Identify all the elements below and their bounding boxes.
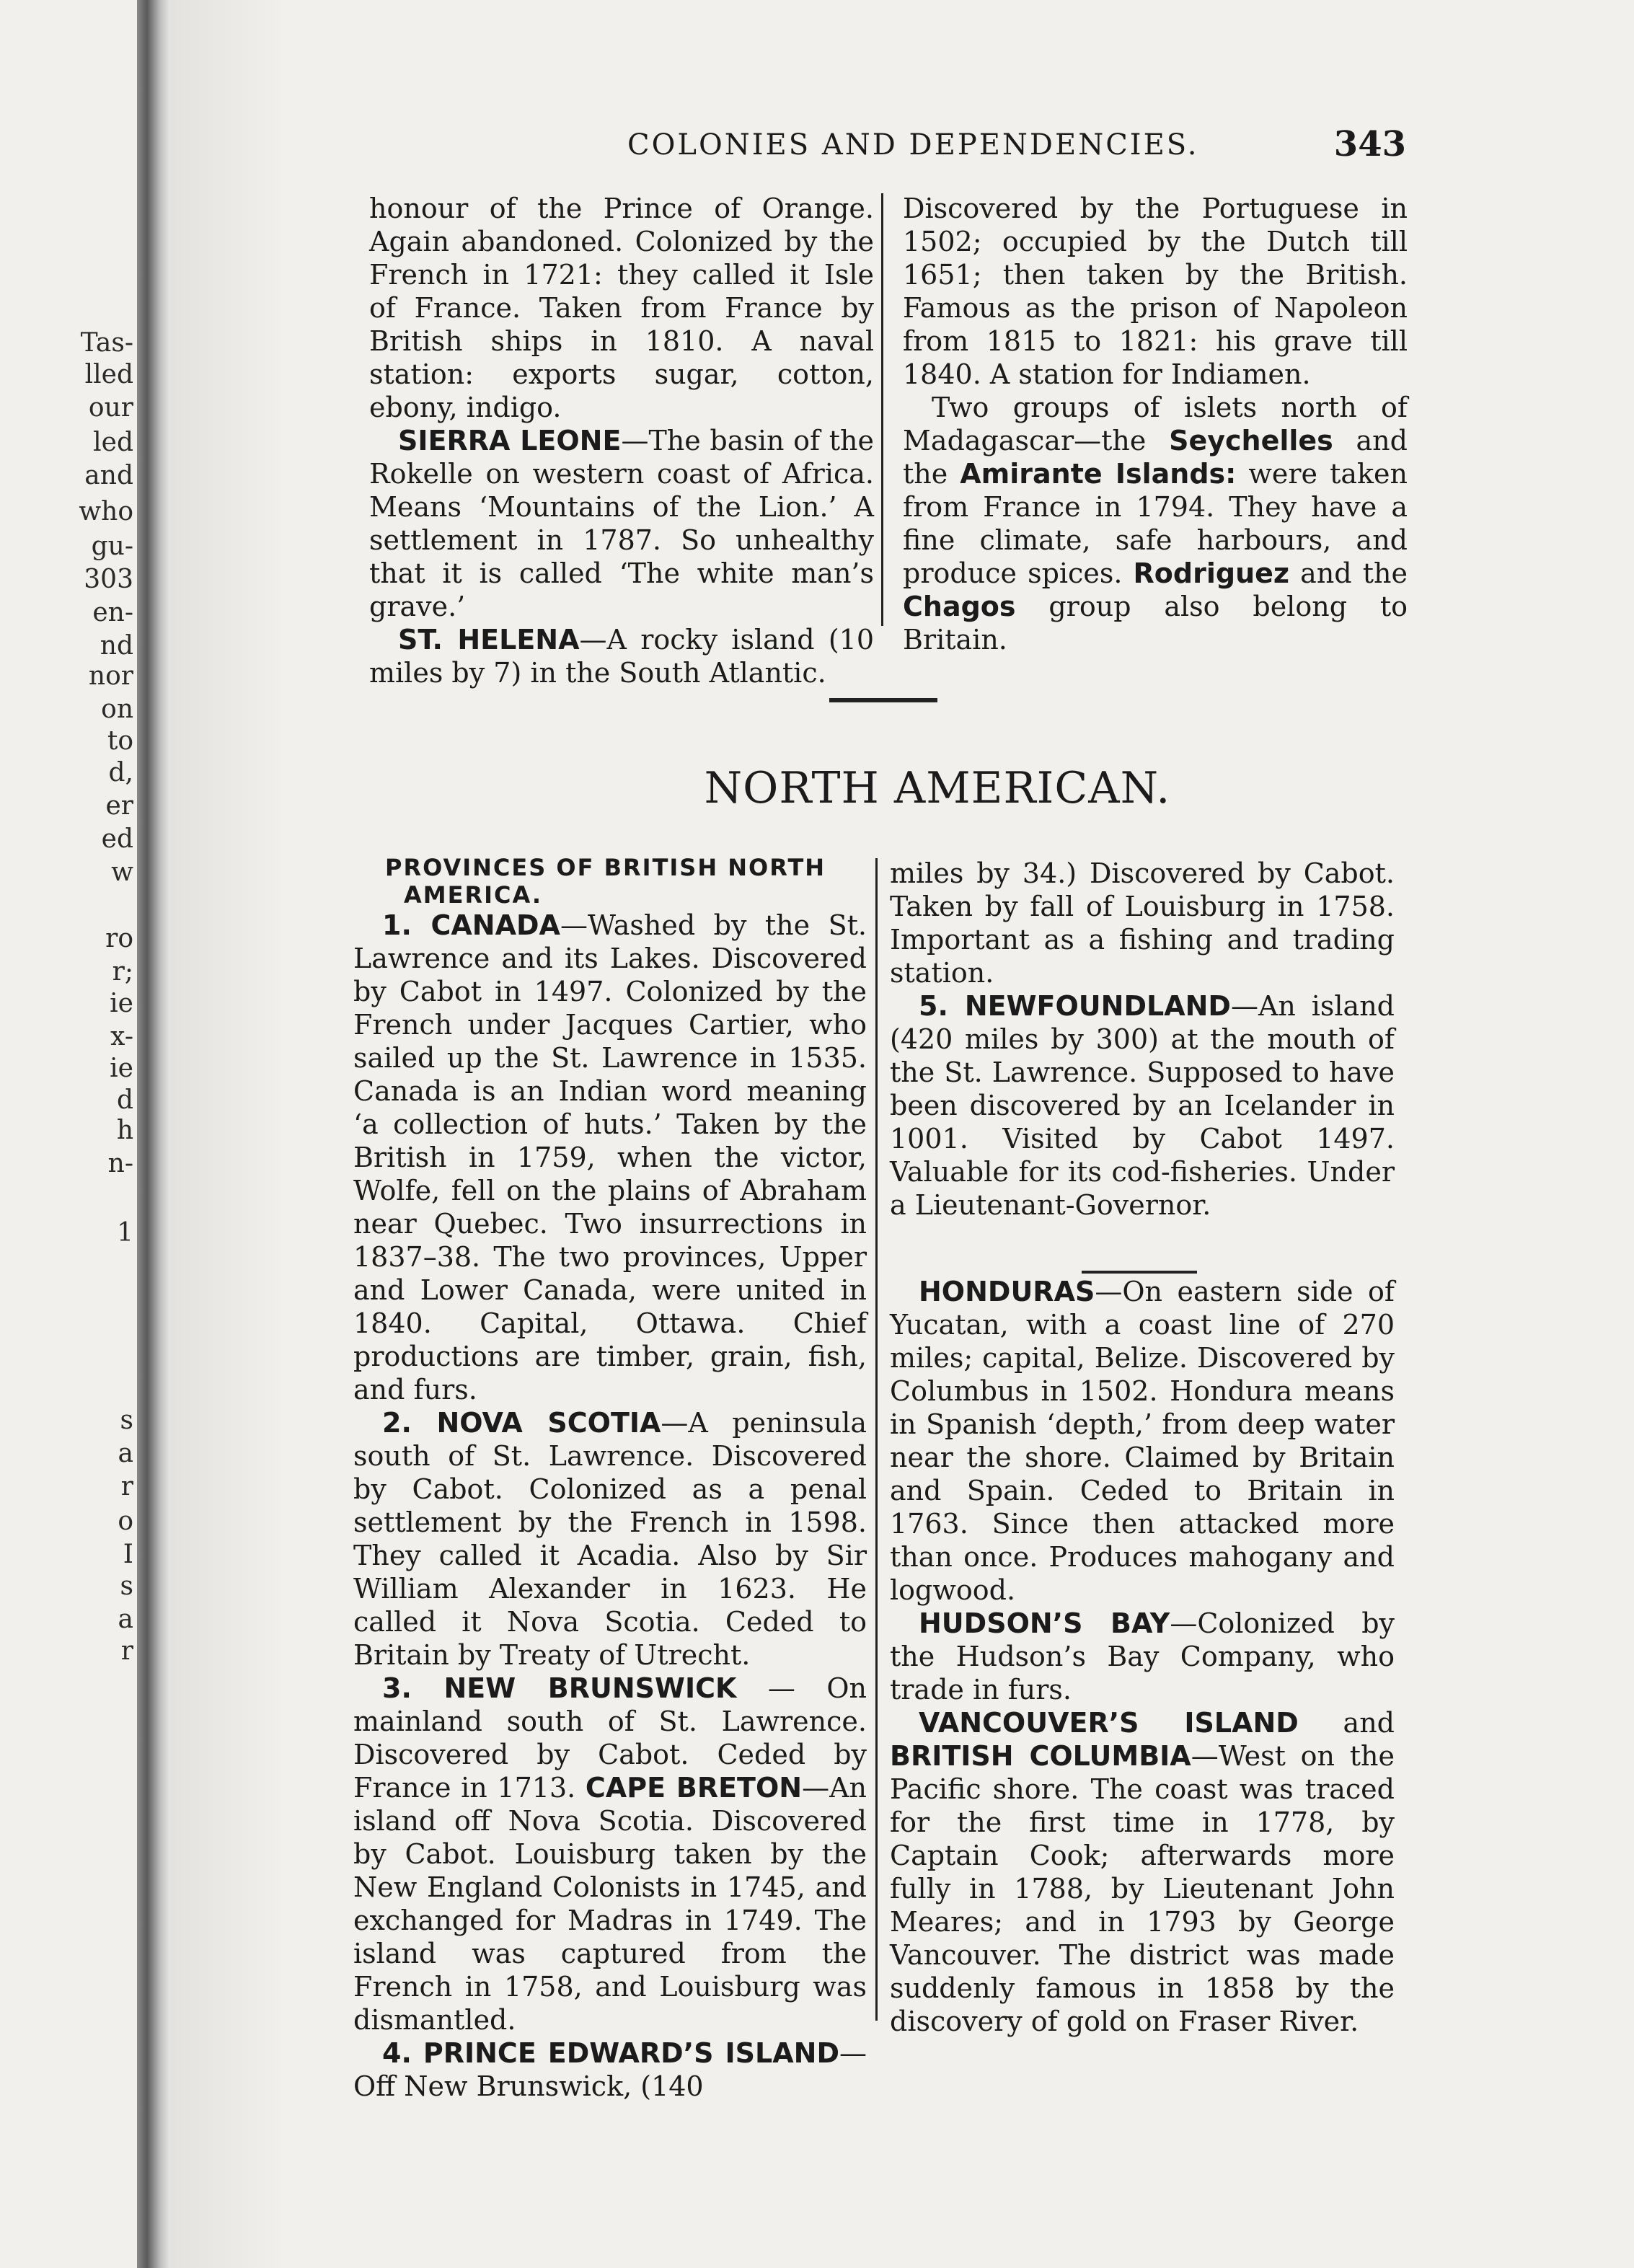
mauritius-continuation: honour of the Prince of Orange. Again abandoned. Colonized by the French in 1721: they called it Isle of France. Taken from France by British ships in 1810. A naval station: exports sugar, cotton, ebony, indigo.	[369, 193, 874, 423]
amirante-heading: Amirante Islands:	[960, 458, 1237, 490]
bleed-fragment: ie	[110, 989, 133, 1018]
page-gutter	[170, 0, 286, 2268]
bleed-fragment: x-	[110, 1022, 133, 1051]
st-helena-heading: ST. HELENA	[398, 624, 580, 656]
nova-scotia-heading: 2. NOVA SCOTIA	[382, 1407, 661, 1439]
islets-text-d: and the	[1289, 557, 1408, 589]
bleed-fragment: r;	[112, 957, 133, 987]
canada-text: —Washed by the St. Lawrence and its Lakes. Discovered by Cabot in 1497. Colonized by the French under Jacques Cartier, who sailed up the St. Lawrence in 1535. Canada is an Indian word meaning ‘a collection of huts.’ Taken by the British in 1759, when the victor, Wolfe, fell on the plains of Abraham near Quebec. Two insurrections in 1837–38. The two provinces, Upper and Lower Canada, were united in 1840. Capital, Ottawa. Chief productions are timber, grain, fish, and furs.	[353, 909, 867, 1406]
seychelles-heading: Seychelles	[1169, 425, 1333, 456]
header-title: COLONIES AND DEPENDENCIES.	[627, 128, 1199, 162]
bottom-right-column	[890, 857, 1395, 2038]
bleed-fragment: Tas-	[80, 328, 133, 358]
bleed-fragment: lled	[84, 360, 133, 389]
prince-edward-island-entry	[353, 2037, 867, 2103]
bleed-fragment: our	[88, 393, 133, 423]
vancouver-and: and	[1298, 1707, 1395, 1739]
islets-text-e: group also belong to Britain.	[903, 591, 1408, 656]
bleed-fragment: ie	[110, 1054, 133, 1083]
newfoundland-text: —An island (420 miles by 300) at the mouth of the St. Lawrence. Supposed to have been discovered by an Icelander in 1001. Visited by Cabot 1497. Valuable for its cod-fisheries. Under a Lieutenant-Governor.	[890, 990, 1395, 1221]
newfoundland-entry	[890, 989, 1395, 1222]
section-divider-rule	[829, 698, 937, 702]
honduras-entry	[890, 1275, 1395, 1607]
prince-edward-island-heading: 4. PRINCE EDWARD’S ISLAND	[382, 2037, 839, 2069]
subheading-line-1: PROVINCES OF BRITISH NORTH	[385, 854, 826, 881]
provinces-subheading	[353, 854, 867, 909]
section-title: NORTH AMERICAN.	[704, 763, 1171, 813]
bleed-fragment: led	[93, 428, 133, 457]
nova-scotia-text: —A peninsula south of St. Lawrence. Discovered by Cabot. Colonized as a penal settlement by the French in 1598. They called it Acadia. Also by Sir William Alexander in 1623. He called it Nova Scotia. Ceded to Britain by Treaty of Utrecht.	[353, 1407, 867, 1671]
bleed-fragment: w	[111, 857, 133, 887]
nova-scotia-entry	[353, 1406, 867, 1672]
vancouver-island-entry	[890, 1706, 1395, 2038]
honduras-text: —On eastern side of Yucatan, with a coast line of 270 miles; capital, Belize. Discovered by Columbus in 1502. Hondura means in Spanish ‘depth,’ from deep water near the shore. Claimed by Britain and Spain. Ceded to Britain in 1763. Since then attacked more than once. Produces mahogany and logwood.	[890, 1276, 1395, 1606]
canada-heading: 1. CANADA	[382, 909, 560, 941]
sierra-leone-entry	[369, 424, 874, 623]
mid-column-rule	[1082, 1271, 1197, 1274]
bleed-fragment: d	[116, 1085, 133, 1115]
newfoundland-heading: 5. NEWFOUNDLAND	[919, 990, 1231, 1022]
cape-breton-text: —An island off Nova Scotia. Discovered by Cabot. Louisburg taken by the New England Colonists in 1745, and exchanged for Madras in 1749. The island was captured from the French in 1758, and Louisburg was dismantled.	[353, 1772, 867, 2036]
bleed-fragment: and	[84, 461, 133, 490]
bleed-fragment: er	[105, 791, 133, 821]
top-left-column	[369, 192, 874, 689]
hudsons-bay-entry	[890, 1607, 1395, 1706]
bleed-fragment: a	[118, 1439, 133, 1468]
canada-entry	[353, 909, 867, 1406]
bleed-fragment: s	[120, 1571, 133, 1601]
new-brunswick-entry	[353, 1672, 867, 2037]
islets-text-c: were taken from France in 1794. They have a fine climate, safe harbours, and produce spices.	[903, 458, 1408, 589]
vancouver-island-heading: VANCOUVER’S ISLAND	[919, 1707, 1299, 1739]
prince-edward-island-continuation: miles by 34.) Discovered by Cabot. Taken by fall of Louisburg in 1758. Important as a fishing and trading station.	[890, 857, 1395, 989]
islets-text-a: Two groups of islets north of Madagascar—the	[903, 392, 1408, 456]
new-brunswick-text: — On mainland south of St. Lawrence. Discovered by Cabot. Ceded by France in 1713.	[353, 1672, 867, 1804]
subheading-line-2: AMERICA.	[404, 881, 543, 909]
new-brunswick-heading: 3. NEW BRUNSWICK	[382, 1672, 737, 1704]
st-helena-continuation: Discovered by the Portuguese in 1502; occupied by the Dutch till 1651; then taken by the British. Famous as the prison of Napoleon from 1815 to 1821: his grave till 1840. A station for Indiamen.	[903, 193, 1408, 390]
sierra-leone-heading: SIERRA LEONE	[398, 425, 622, 456]
british-columbia-text: —West on the Pacific shore. The coast was traced for the first time in 1778, by Captain Cook; afterwards more fully in 1788, by Lieutenant John Meares; and in 1793 by George Vancouver. The district was made suddenly famous in 1858 by the discovery of gold on Fraser River.	[890, 1740, 1395, 2037]
rule-spacer	[890, 1222, 1395, 1275]
book-binding-shadow	[137, 0, 170, 2268]
bleed-fragment: d,	[108, 758, 133, 787]
bleed-fragment: on	[101, 694, 133, 724]
prince-edward-island-text: —Off New Brunswick, (140	[353, 2037, 867, 2102]
honduras-heading: HONDURAS	[919, 1276, 1095, 1307]
column-divider-bottom	[875, 858, 878, 2021]
column-divider-top	[881, 193, 883, 626]
st-helena-text: —A rocky island (10 miles by 7) in the South Atlantic.	[369, 624, 874, 689]
sierra-leone-text: —The basin of the Rokelle on western coast of Africa. Means ‘Mountains of the Lion.’ A settlement in 1787. So unhealthy that it is called ‘The white man’s grave.’	[369, 425, 874, 622]
bleed-fragment: ed	[101, 824, 133, 854]
bleed-fragment: nor	[88, 661, 133, 691]
bleed-fragment: r	[120, 1636, 133, 1666]
chagos-heading: Chagos	[903, 591, 1016, 622]
running-header	[627, 124, 1406, 172]
bleed-fragment: h	[116, 1116, 133, 1145]
bleed-fragment: nd	[100, 631, 133, 661]
islets-entry	[903, 391, 1408, 656]
hudsons-bay-heading: HUDSON’S BAY	[919, 1607, 1170, 1639]
page-number: 343	[1333, 124, 1406, 164]
bleed-fragment: s	[120, 1406, 133, 1435]
bottom-left-column	[353, 854, 867, 2103]
bleed-fragment: gu-	[91, 531, 133, 561]
bleed-fragment: 303	[84, 565, 133, 594]
left-margin-bleed	[0, 0, 133, 2268]
bleed-fragment: to	[107, 726, 133, 756]
bleed-fragment: ro	[105, 924, 133, 953]
british-columbia-heading: BRITISH COLUMBIA	[890, 1740, 1191, 1772]
bleed-fragment: 1	[117, 1218, 133, 1248]
bleed-fragment: en-	[92, 598, 133, 627]
bleed-fragment: n-	[107, 1149, 133, 1178]
st-helena-entry	[369, 623, 874, 689]
top-right-column	[903, 192, 1408, 656]
hudsons-bay-text: —Colonized by the Hudson’s Bay Company, who trade in furs.	[890, 1607, 1395, 1706]
bleed-fragment: a	[118, 1605, 133, 1634]
bleed-fragment: r	[120, 1472, 133, 1501]
rodriguez-heading: Rodriguez	[1133, 557, 1290, 589]
bleed-fragment: o	[118, 1506, 133, 1536]
cape-breton-heading: CAPE BRETON	[585, 1772, 803, 1804]
bleed-fragment: I	[123, 1540, 133, 1569]
bleed-fragment: who	[79, 497, 133, 526]
islets-text-b: and the	[903, 425, 1408, 490]
